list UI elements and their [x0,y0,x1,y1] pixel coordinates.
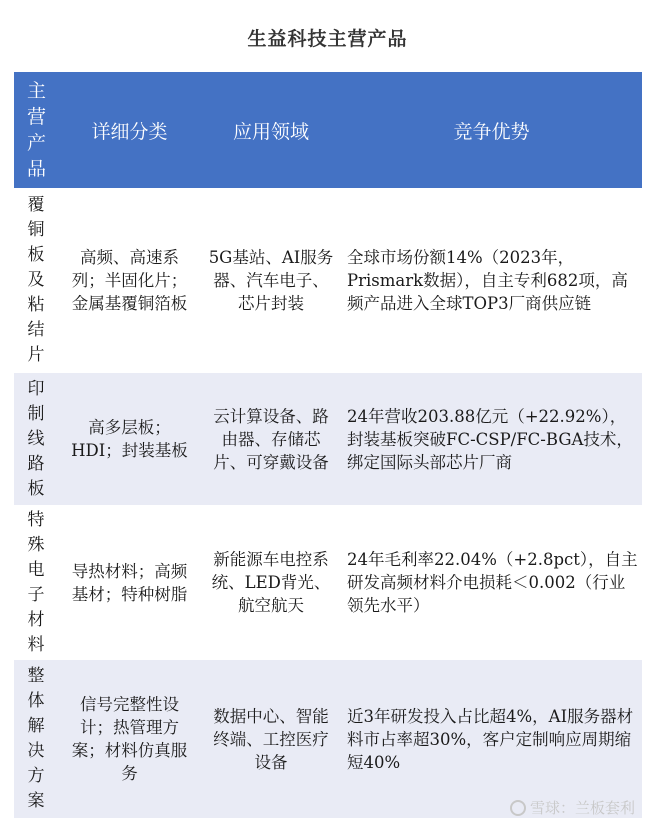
cell-application: 新能源车电控系统、LED背光、航空航天 [201,506,341,660]
table-row [14,660,642,819]
cell-application: 云计算设备、路由器、存储芯片、可穿戴设备 [201,373,341,506]
cell-advantage: 近3年研发投入占比超4%，AI服务器材料市占率超30%，客户定制响应周期缩短40% [341,660,642,819]
cell-advantage: 24年营收203.88亿元（+22.92%），封装基板突破FC-CSP/FC-BGA技术，绑定国际头部芯片厂商 [341,373,642,506]
page-title: 生益科技主营产品 [247,28,408,50]
cell-product: 印制线路板 [14,373,58,506]
products-table [14,72,642,818]
header-product: 主营产品 [14,72,58,189]
cell-category: 高频、高速系列；半固化片；金属基覆铜箔板 [58,189,201,373]
watermark-text: 雪球：兰板套利 [529,799,635,817]
cell-product: 整体解决方案 [14,660,58,819]
cell-product: 特殊电子材料 [14,506,58,660]
snowball-logo-icon [510,800,526,816]
table-row [14,189,642,373]
table-row [14,373,642,506]
cell-application: 数据中心、智能终端、工控医疗设备 [201,660,341,819]
cell-advantage: 全球市场份额14%（2023年，Prismark数据），自主专利682项，高频产品进入全球TOP3厂商供应链 [341,189,642,373]
cell-category: 信号完整性设计；热管理方案；材料仿真服务 [58,660,201,819]
table-header-row [14,72,642,189]
cell-category: 高多层板；HDI；封装基板 [58,373,201,506]
watermark [510,797,635,818]
cell-product: 覆铜板及粘结片 [14,189,58,373]
cell-category: 导热材料；高频基材；特种树脂 [58,506,201,660]
header-category: 详细分类 [58,72,201,189]
cell-advantage: 24年毛利率22.04%（+2.8pct），自主研发高频材料介电损耗＜0.002（行业领先水平） [341,506,642,660]
cell-application: 5G基站、AI服务器、汽车电子、芯片封装 [201,189,341,373]
table-row [14,506,642,660]
header-advantage: 竞争优势 [341,72,642,189]
header-application: 应用领域 [201,72,341,189]
